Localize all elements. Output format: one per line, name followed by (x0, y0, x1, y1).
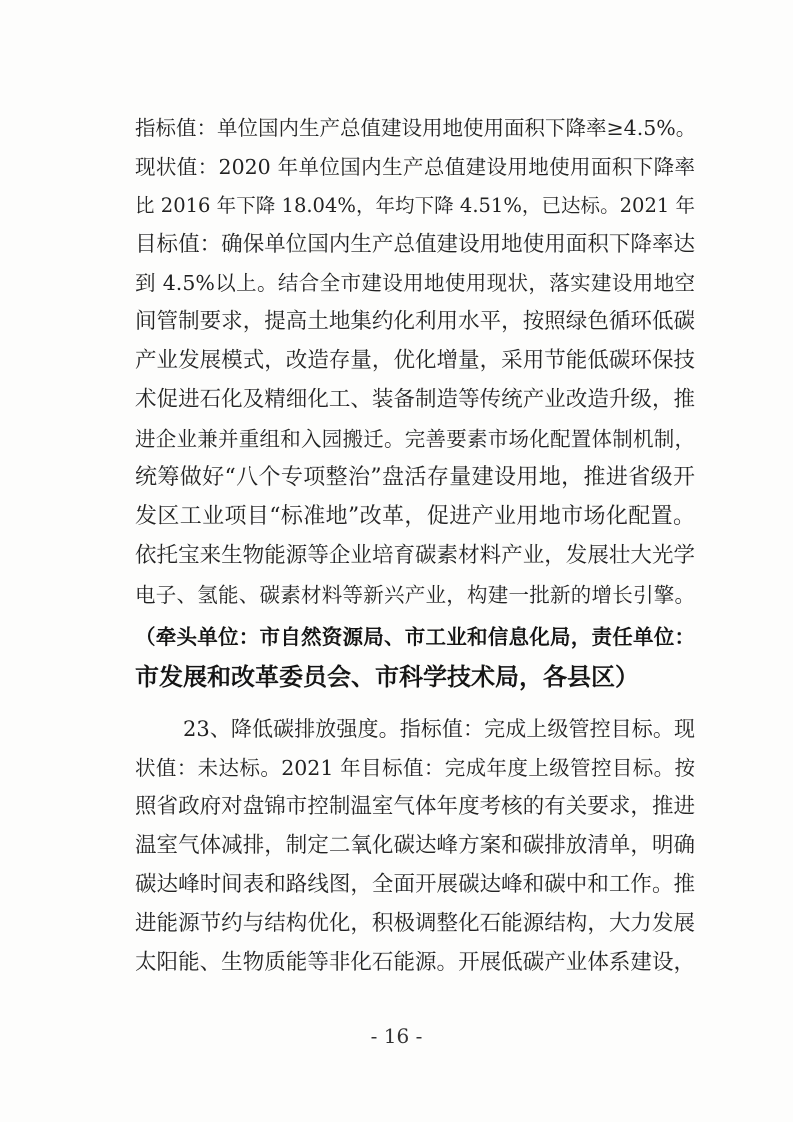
body-text-line: 碳达峰时间表和路线图，全面开展碳达峰和碳中和工作。推 (135, 872, 695, 897)
body-text-line: 产业发展模式，改造存量，优化增量，采用节能低碳环保技 (135, 348, 695, 373)
section-heading-line: 23、降低碳排放强度。指标值：完成上级管控目标。现 (183, 717, 695, 741)
responsible-units-line: 市发展和改革委员会、市科学技术局，各县区） (135, 662, 639, 691)
responsible-units-line: （牵头单位：市自然资源局、市工业和信息化局，责任单位： (135, 625, 695, 649)
body-text-line: 比 2016 年下降 18.04%，年均下降 4.51%，已达标。2021 年 (135, 194, 695, 217)
body-text-line: 电子、氢能、碳素材料等新兴产业，构建一批新的增长引擎。 (135, 583, 695, 607)
body-text-line: 术促进石化及精细化工、装备制造等传统产业改造升级，推 (135, 387, 695, 412)
body-text-line: 进企业兼并重组和入园搬迁。完善要素市场化配置体制机制， (135, 427, 695, 451)
body-text-line: 温室气体减排，制定二氧化碳达峰方案和碳排放清单，明确 (135, 833, 695, 858)
body-text-line: 到 4.5%以上。结合全市建设用地使用现状，落实建设用地空 (135, 271, 695, 295)
body-text-line: 统筹做好“八个专项整治”盘活存量建设用地，推进省级开 (135, 465, 695, 490)
body-text-line: 进能源节约与结构优化，积极调整化石能源结构，大力发展 (135, 911, 695, 936)
body-text-line: 发区工业项目“标准地”改革，促进产业用地市场化配置。 (135, 504, 695, 529)
body-text-line: 照省政府对盘锦市控制温室气体年度考核的有关要求，推进 (135, 794, 695, 819)
body-text-line: 目标值：确保单位国内生产总值建设用地使用面积下降率达 (135, 232, 695, 257)
page-number: - 16 - (370, 1024, 423, 1048)
body-text-line: 状值：未达标。2021 年目标值：完成年度上级管控目标。按 (135, 756, 695, 780)
body-text-line: 间管制要求，提高土地集约化利用水平，按照绿色循环低碳 (135, 309, 695, 334)
body-text-line: 太阳能、生物质能等非化石能源。开展低碳产业体系建设， (135, 950, 695, 975)
body-text-line: 依托宝来生物能源等企业培育碳素材料产业，发展壮大光学 (135, 543, 695, 568)
body-text-line: 现状值：2020 年单位国内生产总值建设用地使用面积下降率 (135, 155, 695, 179)
body-text-line: 指标值：单位国内生产总值建设用地使用面积下降率≥4.5%。 (135, 116, 697, 140)
